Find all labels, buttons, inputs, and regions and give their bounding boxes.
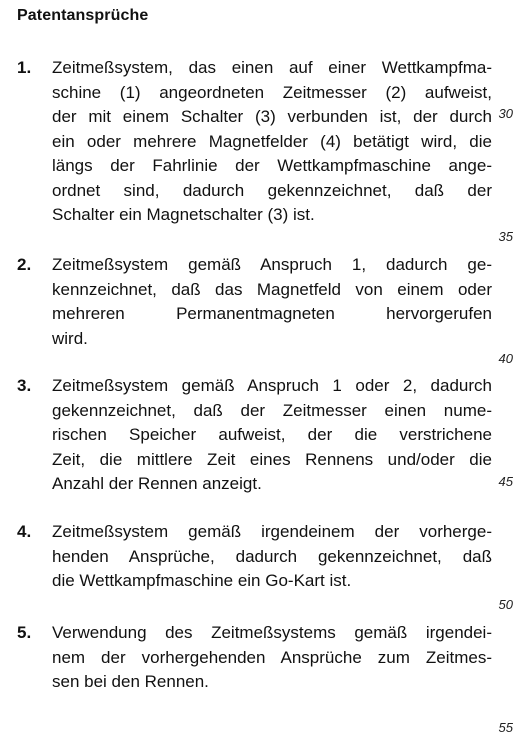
margin-line-number: 35	[498, 229, 513, 244]
claim-number: 2.	[17, 255, 32, 274]
claim-text-line: rischen Speicher aufweist, der die verstrichene	[52, 425, 492, 444]
claim-text-line: der mit einem Schalter (3) verbunden ist, der durch	[52, 107, 492, 126]
claim-text-line: henden Ansprüche, dadurch gekennzeichnet, daß	[52, 546, 492, 566]
claim-text-line: Zeit, die mittlere Zeit eines Rennens und/oder die	[52, 449, 492, 469]
claim-text-line: ein oder mehrere Magnetfelder (4) betätigt wird, die	[52, 131, 492, 151]
claim-text-line: kennzeichnet, daß das Magnetfeld von einem oder	[52, 279, 492, 299]
page-title: Patentansprüche	[17, 7, 149, 24]
claim-text-line: Zeitmeßsystem, das einen auf einer Wettkampfma-	[52, 58, 492, 77]
margin-line-number: 50	[498, 597, 513, 612]
margin-line-number: 55	[498, 720, 513, 735]
margin-line-number: 30	[498, 106, 513, 121]
claim-number: 4.	[17, 522, 32, 541]
claim-text-line: Zeitmeßsystem gemäß Anspruch 1 oder 2, dadurch	[52, 376, 492, 395]
claim-text-line: ordnet sind, dadurch gekennzeichnet, daß der	[52, 180, 492, 200]
claim-text-line: Zeitmeßsystem gemäß irgendeinem der vorherge-	[52, 522, 492, 541]
claim-text-line: Verwendung des Zeitmeßsystems gemäß irgendei-	[52, 623, 492, 642]
claim-text-line: nem der vorhergehenden Ansprüche zum Zeitmes-	[52, 647, 492, 667]
claim-text-line: sen bei den Rennen.	[52, 672, 209, 691]
claim-number: 1.	[17, 58, 32, 77]
claim-text-line: die Wettkampfmaschine ein Go-Kart ist.	[52, 571, 352, 590]
claim-number: 5.	[17, 623, 32, 642]
claim-text-line: Anzahl der Rennen anzeigt.	[52, 474, 262, 493]
claim-text-line: gekennzeichnet, daß der Zeitmesser einen nume-	[52, 400, 492, 420]
claim-text-line: Zeitmeßsystem gemäß Anspruch 1, dadurch ge-	[52, 255, 492, 274]
claim-text-line: wird.	[52, 328, 88, 348]
claim-text-line: Schalter ein Magnetschalter (3) ist.	[52, 205, 315, 224]
margin-line-number: 45	[498, 474, 513, 489]
claim-text-line: längs der Fahrlinie der Wettkampfmaschine ange-	[52, 156, 492, 175]
margin-line-number: 40	[498, 351, 513, 366]
claim-text-line: mehreren Permanentmagneten hervorgerufen	[52, 304, 492, 323]
claim-number: 3.	[17, 376, 32, 395]
claim-text-line: schine (1) angeordneten Zeitmesser (2) aufweist,	[52, 82, 492, 102]
